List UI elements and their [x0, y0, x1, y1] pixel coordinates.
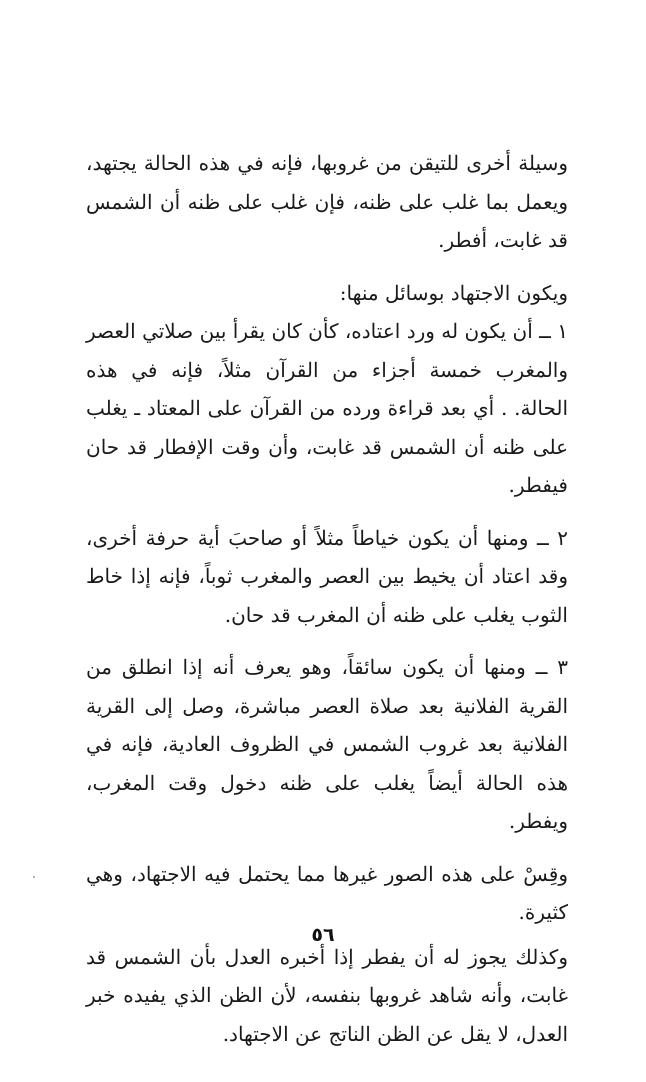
paragraph-methods-heading: ويكون الاجتهاد بوسائل منها:	[339, 280, 568, 305]
paragraph-intro: وسيلة أخرى للتيقن من غروبها، فإنه في هذه الحالة يجتهد، ويعمل بما غلب على ظنه، فإن غلب على ظنه أن الشمس قد غابت، أفطر.	[86, 151, 568, 252]
paragraph-item-3: ٣ ــ ومنها أن يكون سائقاً، وهو يعرف أنه إذا انطلق من القرية الفلانية بعد صلاة العصر مباشرة، وصل إلى القرية الفلانية بعد غروب الشمس في الظروف العادية، فإنه في هذه الحالة أيضاً يغلب على ظنه دخول وقت المغرب، ويفطر.	[86, 655, 568, 833]
scan-speck	[33, 876, 35, 878]
page-number: ٥٦	[311, 924, 335, 946]
paragraph-item-1: ١ ــ أن يكون له ورد اعتاده، كأن كان يقرأ بين صلاتي العصر والمغرب خمسة أجزاء من القرآن مثلاً، فإنه في هذه الحالة. . أي بعد قراءة ورده من القرآن على المعتاد ـ يغلب على ظنه أن الشمس قد غابت، وأن وقت الإفطار قد حان فيفطر.	[86, 319, 569, 497]
paragraph-witness: وكذلك يجوز له أن يفطر إذا أخبره العدل بأن الشمس قد غابت، وأنه شاهد غروبها بنفسه، لأن الظن الذي يفيده خبر العدل، لا يقل عن الظن الناتج عن الاجتهاد.	[86, 944, 568, 1046]
body-text	[86, 144, 568, 1053]
paragraph-analogy: وقِسْ على هذه الصور غيرها مما يحتمل فيه الاجتهاد، وهي كثيرة.	[86, 861, 568, 924]
paragraph-item-2: ٢ ــ ومنها أن يكون خياطاً مثلاً أو صاحبَ أية حرفة أخرى، وقد اعتاد أن يخيط بين العصر والمغرب ثوباً، فإنه إذا خاط الثوب يغلب على ظنه أن المغرب قد حان.	[86, 525, 568, 627]
